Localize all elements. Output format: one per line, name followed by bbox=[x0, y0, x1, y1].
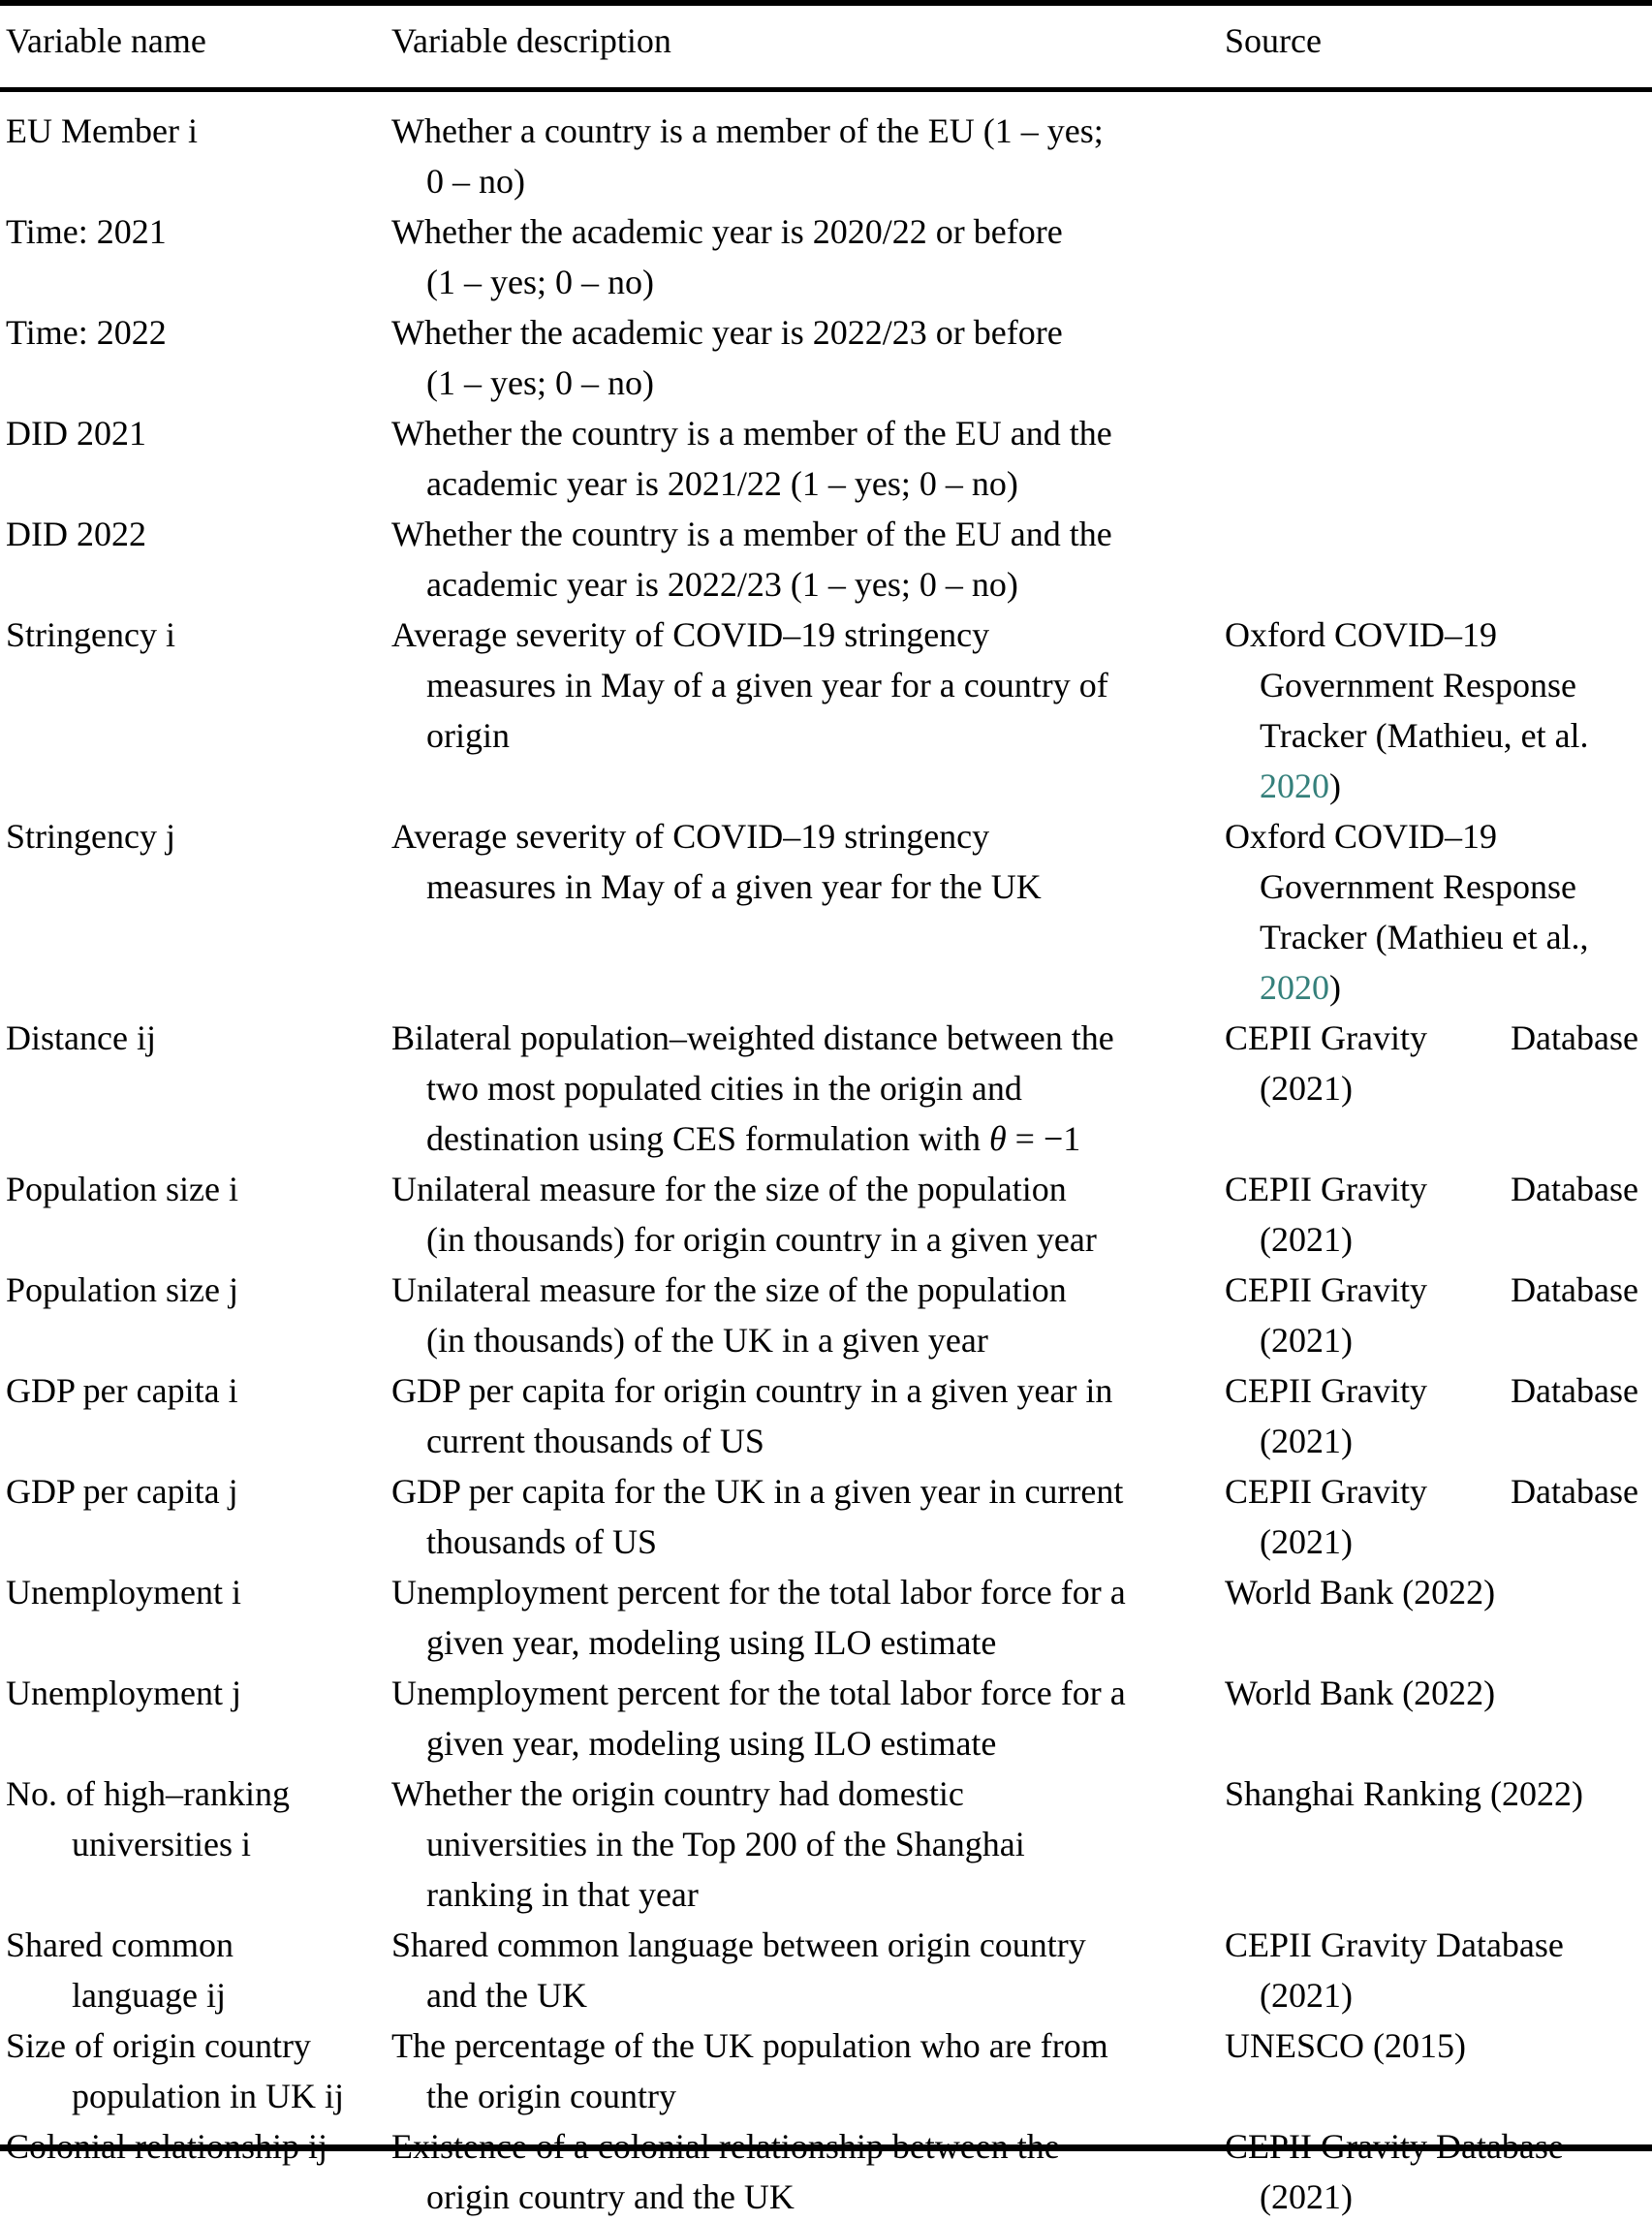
text-line: GDP per capita for origin country in a given year in bbox=[391, 1371, 1113, 1410]
text-line: (in thousands) of the UK in a given year bbox=[426, 1321, 988, 1360]
text-line: Unilateral measure for the size of the population bbox=[391, 1270, 1067, 1309]
text-line: Unemployment percent for the total labor force for a bbox=[391, 1573, 1126, 1612]
text-line: The percentage of the UK population who are from bbox=[391, 2026, 1108, 2065]
text-line: EU Member i bbox=[6, 111, 198, 150]
source-cell bbox=[1221, 1164, 1652, 1265]
text-line: (in thousands) for origin country in a given year bbox=[426, 1220, 1097, 1259]
variable-name-cell bbox=[0, 1164, 388, 1214]
text-line: Unemployment percent for the total labor force for a bbox=[391, 1674, 1126, 1712]
theta-symbol: θ bbox=[988, 1119, 1007, 1158]
text-line: Unilateral measure for the size of the population bbox=[391, 1170, 1067, 1208]
variable-description-cell bbox=[388, 1013, 1221, 1164]
table-row bbox=[0, 408, 1652, 509]
citation-year-link[interactable]: 2020 bbox=[1260, 767, 1329, 805]
variable-description-cell bbox=[388, 1567, 1221, 1668]
text-line: Time: 2021 bbox=[6, 212, 167, 251]
text-line: (2021) bbox=[1260, 1321, 1353, 1360]
text-line: Whether a country is a member of the EU (1 – yes; bbox=[391, 111, 1104, 150]
text-line: Unemployment j bbox=[6, 1674, 241, 1712]
source-cell bbox=[1221, 1920, 1652, 2020]
table-row bbox=[0, 1920, 1652, 2020]
text-line: World Bank (2022) bbox=[1225, 1674, 1496, 1712]
text-line: academic year is 2021/22 (1 – yes; 0 – no) bbox=[426, 464, 1018, 503]
text-line: measures in May of a given year for the UK bbox=[426, 867, 1042, 906]
text-segment: CEPII Gravity bbox=[1225, 1170, 1427, 1208]
text-line bbox=[1225, 1365, 1652, 1416]
source-cell bbox=[1221, 307, 1652, 308]
text-line: Shared common bbox=[6, 1925, 234, 1964]
text-line: thousands of US bbox=[426, 1522, 658, 1561]
variable-name-cell bbox=[0, 1466, 388, 1517]
text-line: (1 – yes; 0 – no) bbox=[426, 363, 654, 402]
variable-description-cell bbox=[388, 106, 1221, 206]
citation-year-link[interactable]: 2020 bbox=[1260, 968, 1329, 1007]
text-line: universities i bbox=[72, 1825, 251, 1863]
text-line: (2021) bbox=[1260, 1220, 1353, 1259]
text-line: Shanghai Ranking (2022) bbox=[1225, 1774, 1583, 1813]
variable-description-cell bbox=[388, 2121, 1221, 2222]
text-line: Population size j bbox=[6, 1270, 238, 1309]
text-line: UNESCO (2015) bbox=[1225, 2026, 1466, 2065]
text-line: ranking in that year bbox=[426, 1875, 699, 1914]
variable-name-cell bbox=[0, 408, 388, 458]
text-segment: Database bbox=[1511, 1170, 1638, 1208]
text-line: language ij bbox=[72, 1976, 226, 2015]
variable-description-cell bbox=[388, 408, 1221, 509]
text-line: No. of high–ranking bbox=[6, 1774, 290, 1813]
variable-description-cell bbox=[388, 1365, 1221, 1466]
text-line: Whether the academic year is 2020/22 or before bbox=[391, 212, 1063, 251]
variable-name-cell bbox=[0, 307, 388, 358]
source-cell bbox=[1221, 1768, 1652, 1819]
text-line: Whether the country is a member of the EU and the bbox=[391, 515, 1112, 553]
text-segment: CEPII Gravity bbox=[1225, 1371, 1427, 1410]
variable-name-cell bbox=[0, 1920, 388, 2020]
source-cell bbox=[1221, 106, 1652, 107]
variable-description-cell bbox=[388, 509, 1221, 610]
text-line: Stringency j bbox=[6, 817, 175, 856]
table-body bbox=[0, 92, 1652, 2222]
table-row bbox=[0, 2121, 1652, 2222]
text-line: the origin country bbox=[426, 2077, 676, 2115]
text-line: DID 2021 bbox=[6, 414, 146, 453]
text-line: GDP per capita j bbox=[6, 1472, 238, 1511]
text-line: World Bank (2022) bbox=[1225, 1573, 1496, 1612]
variable-description-cell bbox=[388, 1466, 1221, 1567]
text-line: Bilateral population–weighted distance between the bbox=[391, 1018, 1114, 1057]
source-cell bbox=[1221, 1466, 1652, 1567]
text-line: (2021) bbox=[1260, 1522, 1353, 1561]
table-header-row bbox=[0, 6, 1652, 92]
table-row bbox=[0, 106, 1652, 206]
table-row bbox=[0, 1668, 1652, 1768]
text-line bbox=[391, 1113, 1221, 1164]
text-line: Colonial relationship ij bbox=[6, 2127, 327, 2166]
variable-name-cell bbox=[0, 206, 388, 257]
text-line: and the UK bbox=[426, 1976, 587, 2015]
variable-description-cell bbox=[388, 2020, 1221, 2121]
text-line: given year, modeling using ILO estimate bbox=[426, 1623, 997, 1662]
text-line: Population size i bbox=[6, 1170, 238, 1208]
source-cell bbox=[1221, 1265, 1652, 1365]
text-line: Tracker (Mathieu, et al. bbox=[1260, 716, 1589, 755]
variable-description-cell bbox=[388, 1768, 1221, 1920]
text-line bbox=[1225, 1013, 1652, 1063]
text-line: origin bbox=[426, 716, 510, 755]
table-row bbox=[0, 206, 1652, 307]
table-row bbox=[0, 307, 1652, 408]
text-line: measures in May of a given year for a country of bbox=[426, 666, 1108, 704]
text-segment: CEPII Gravity bbox=[1225, 1270, 1427, 1309]
text-line: Whether the origin country had domestic bbox=[391, 1774, 964, 1813]
text-line: Existence of a colonial relationship between the bbox=[391, 2127, 1060, 2166]
text-line: Distance ij bbox=[6, 1018, 156, 1057]
variable-name-cell bbox=[0, 106, 388, 156]
text-line: (2021) bbox=[1260, 1422, 1353, 1460]
source-cell bbox=[1221, 408, 1652, 409]
text-line: (2021) bbox=[1260, 1976, 1353, 2015]
text-line: 0 – no) bbox=[426, 162, 525, 201]
table-row bbox=[0, 1265, 1652, 1365]
variable-name-cell bbox=[0, 1668, 388, 1718]
text-line: universities in the Top 200 of the Shanghai bbox=[426, 1825, 1025, 1863]
table-row bbox=[0, 2020, 1652, 2121]
variable-name-cell bbox=[0, 1265, 388, 1315]
variable-name-cell bbox=[0, 2121, 388, 2172]
text-line: Size of origin country bbox=[6, 2026, 311, 2065]
text-line: GDP per capita i bbox=[6, 1371, 238, 1410]
text-line: Stringency i bbox=[6, 615, 175, 654]
variable-description-cell bbox=[388, 610, 1221, 761]
text-line: (1 – yes; 0 – no) bbox=[426, 263, 654, 301]
column-header-source: Source bbox=[1225, 21, 1322, 60]
text-segment: CEPII Gravity bbox=[1225, 1472, 1427, 1511]
source-cell bbox=[1221, 610, 1652, 811]
table-row bbox=[0, 811, 1652, 1013]
text-line bbox=[1225, 1466, 1652, 1517]
table-row bbox=[0, 509, 1652, 610]
source-cell bbox=[1221, 1013, 1652, 1113]
variable-description-cell bbox=[388, 1920, 1221, 2020]
table-row bbox=[0, 1768, 1652, 1920]
text-line: given year, modeling using ILO estimate bbox=[426, 1724, 997, 1763]
text-segment: Database bbox=[1511, 1371, 1638, 1410]
text-line: Shared common language between origin country bbox=[391, 1925, 1086, 1964]
text-line: (2021) bbox=[1260, 1069, 1353, 1108]
text-segment: Database bbox=[1511, 1270, 1638, 1309]
text-line bbox=[1225, 1164, 1652, 1214]
text-line: Tracker (Mathieu et al., bbox=[1260, 918, 1589, 956]
text-line: Average severity of COVID–19 stringency bbox=[391, 817, 990, 856]
variable-description-cell bbox=[388, 1164, 1221, 1265]
text-line: Unemployment i bbox=[6, 1573, 241, 1612]
variable-description-cell bbox=[388, 1668, 1221, 1768]
column-header-variable-description: Variable description bbox=[391, 21, 671, 60]
text-line: Oxford COVID–19 bbox=[1225, 615, 1497, 654]
table-row bbox=[0, 610, 1652, 811]
source-cell bbox=[1221, 509, 1652, 510]
source-cell bbox=[1221, 206, 1652, 207]
text-line: (2021) bbox=[1260, 2177, 1353, 2216]
variable-description-cell bbox=[388, 307, 1221, 408]
text-line: Government Response bbox=[1260, 867, 1576, 906]
text-line: academic year is 2022/23 (1 – yes; 0 – no) bbox=[426, 565, 1018, 604]
text-segment: ) bbox=[1329, 767, 1341, 805]
text-line: DID 2022 bbox=[6, 515, 146, 553]
text-line: Average severity of COVID–19 stringency bbox=[391, 615, 990, 654]
variable-name-cell bbox=[0, 1365, 388, 1416]
variable-description-cell bbox=[388, 206, 1221, 307]
text-line bbox=[1225, 1265, 1652, 1315]
table-row bbox=[0, 1365, 1652, 1466]
text-segment: ) bbox=[1329, 968, 1341, 1007]
text-line bbox=[1225, 962, 1652, 1013]
table-row bbox=[0, 1013, 1652, 1164]
text-line bbox=[1225, 761, 1652, 811]
text-segment: CEPII Gravity bbox=[1225, 1018, 1427, 1057]
variable-name-cell bbox=[0, 1013, 388, 1063]
text-line: CEPII Gravity Database bbox=[1225, 1925, 1564, 1964]
source-cell bbox=[1221, 2020, 1652, 2071]
variable-name-cell bbox=[0, 509, 388, 559]
source-cell bbox=[1221, 1668, 1652, 1718]
variable-name-cell bbox=[0, 610, 388, 660]
text-line: current thousands of US bbox=[426, 1422, 764, 1460]
text-segment: = −1 bbox=[1006, 1119, 1081, 1158]
table-row bbox=[0, 1164, 1652, 1265]
text-segment: Database bbox=[1511, 1018, 1638, 1057]
variable-name-cell bbox=[0, 1567, 388, 1617]
text-line: GDP per capita for the UK in a given year in current bbox=[391, 1472, 1124, 1511]
text-line: Whether the academic year is 2022/23 or before bbox=[391, 313, 1063, 352]
variable-name-cell bbox=[0, 1768, 388, 1869]
text-line: Government Response bbox=[1260, 666, 1576, 704]
text-line: two most populated cities in the origin and bbox=[426, 1069, 1022, 1108]
variable-description-cell bbox=[388, 1265, 1221, 1365]
source-cell bbox=[1221, 811, 1652, 1013]
text-line: Whether the country is a member of the EU and the bbox=[391, 414, 1112, 453]
source-cell bbox=[1221, 1365, 1652, 1466]
table-row bbox=[0, 1567, 1652, 1668]
text-segment: Database bbox=[1511, 1472, 1638, 1511]
variable-description-cell bbox=[388, 811, 1221, 912]
variable-name-cell bbox=[0, 811, 388, 861]
text-line: Oxford COVID–19 bbox=[1225, 817, 1497, 856]
text-line: population in UK ij bbox=[72, 2077, 344, 2115]
source-cell bbox=[1221, 2121, 1652, 2222]
text-line: origin country and the UK bbox=[426, 2177, 795, 2216]
table-row bbox=[0, 1466, 1652, 1567]
text-segment: destination using CES formulation with bbox=[426, 1119, 989, 1158]
variable-name-cell bbox=[0, 2020, 388, 2121]
source-cell bbox=[1221, 1567, 1652, 1617]
text-line: CEPII Gravity Database bbox=[1225, 2127, 1564, 2166]
text-line: Time: 2022 bbox=[6, 313, 167, 352]
column-header-variable-name: Variable name bbox=[6, 21, 206, 60]
